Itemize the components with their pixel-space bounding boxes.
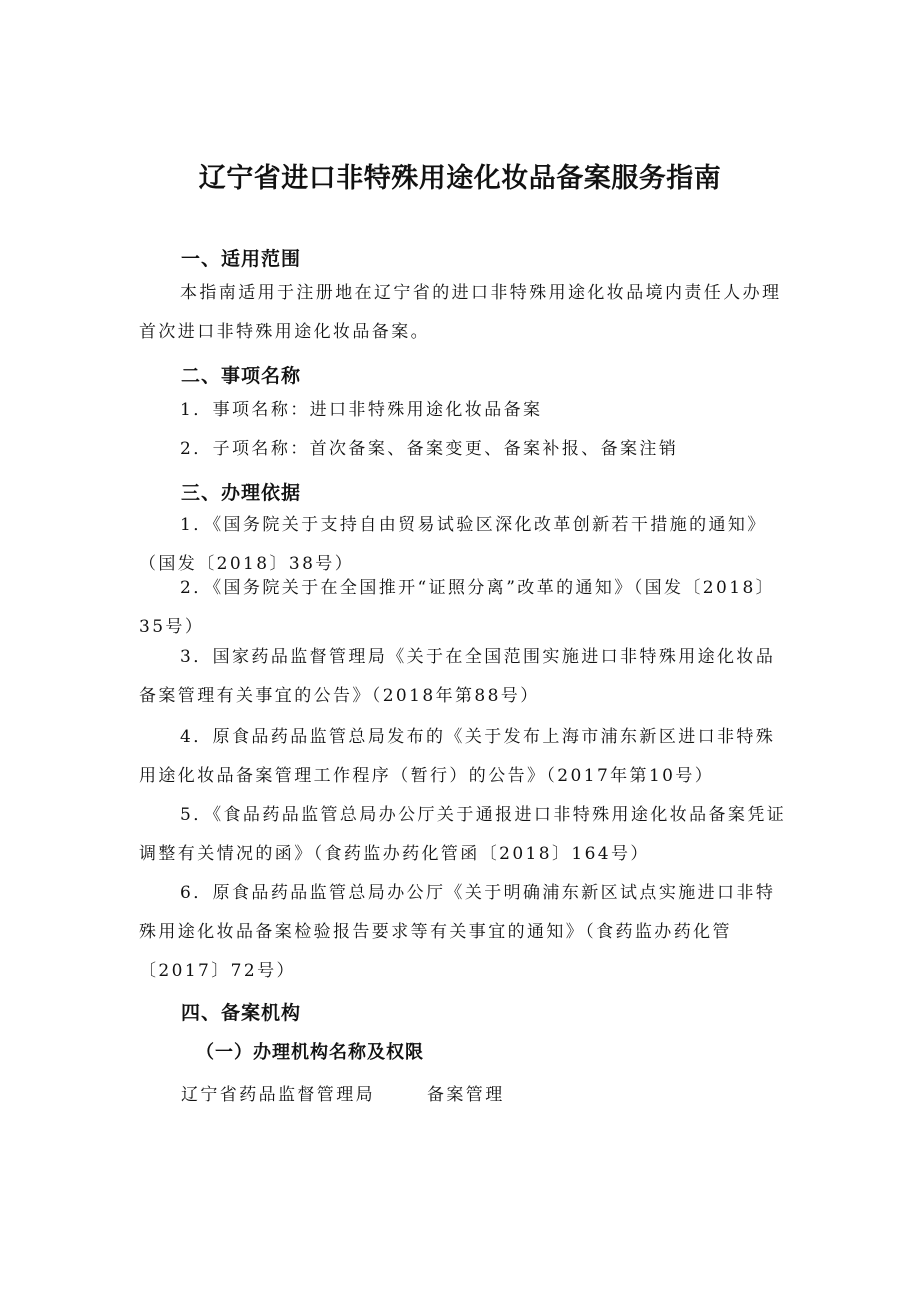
agency-row — [181, 1080, 505, 1105]
scope-paragraph: 本指南适用于注册地在辽宁省的进口非特殊用途化妆品境内责任人办理首次进口非特殊用途化妆品备案。 — [139, 283, 782, 342]
section-heading-basis: 三、办理依据 — [181, 482, 302, 504]
agency-authority: 备案管理 — [427, 1085, 505, 1105]
basis-paragraph-3: 3．国家药品监督管理局《关于在全国范围实施进口非特殊用途化妆品备案管理有关事宜的公告》（2018年第88号） — [139, 647, 776, 706]
basis-paragraph-1: 1．《国务院关于支持自由贸易试验区深化改革创新若干措施的通知》（国发〔2018〕38号） — [139, 515, 767, 574]
basis-paragraph-6: 6．原食品药品监管总局办公厅《关于明确浦东新区试点实施进口非特殊用途化妆品备案检验报告要求等有关事宜的通知》（食药监办药化管〔2017〕72号） — [139, 883, 776, 981]
item-name-paragraph-1: 1．事项名称：进口非特殊用途化妆品备案 — [180, 400, 543, 420]
subheading-agency-authority: （一）办理机构名称及权限 — [196, 1042, 424, 1063]
agency-name: 辽宁省药品监督管理局 — [181, 1085, 375, 1105]
section-heading-agency: 四、备案机构 — [181, 1002, 302, 1024]
section-heading-scope: 一、适用范围 — [181, 248, 302, 270]
item-name-paragraph-2: 2．子项名称：首次备案、备案变更、备案补报、备案注销 — [180, 439, 679, 459]
document-title: 辽宁省进口非特殊用途化妆品备案服务指南 — [198, 163, 722, 194]
section-heading-item-name: 二、事项名称 — [181, 365, 302, 387]
basis-paragraph-2: 2．《国务院关于在全国推开“证照分离”改革的通知》（国发〔2018〕35号） — [139, 578, 776, 637]
basis-paragraph-4: 4．原食品药品监管总局发布的《关于发布上海市浦东新区进口非特殊用途化妆品备案管理工作程序（暂行）的公告》（2017年第10号） — [139, 727, 776, 786]
basis-paragraph-5: 5．《食品药品监管总局办公厅关于通报进口非特殊用途化妆品备案凭证调整有关情况的函》（食药监办药化管函〔2018〕164号） — [139, 805, 787, 864]
